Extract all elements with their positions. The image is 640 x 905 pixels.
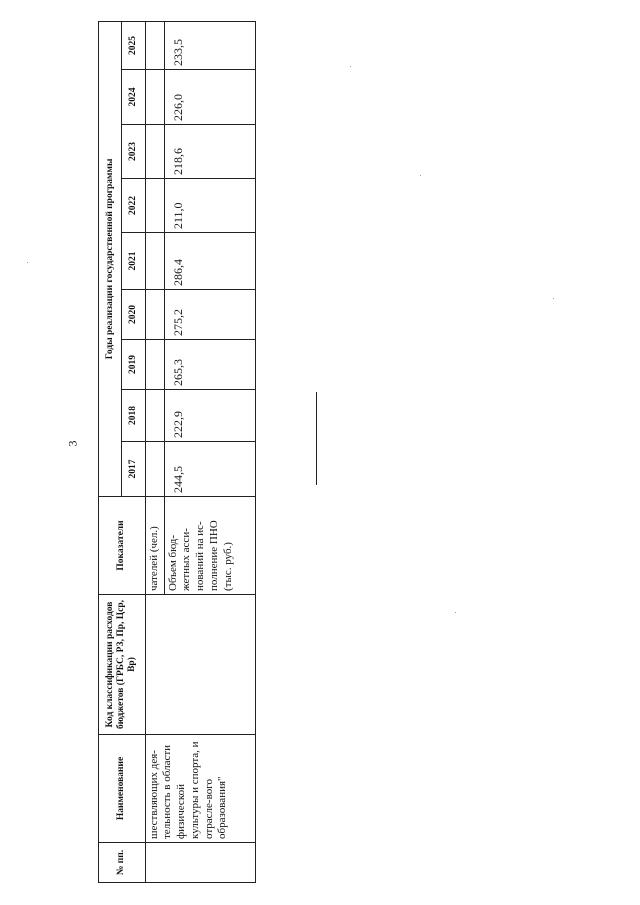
year-header: 2022: [122, 179, 145, 233]
year-header: 2020: [122, 290, 145, 340]
page-number: 3: [65, 440, 80, 447]
scan-speck: [553, 298, 554, 299]
year-header: 2024: [122, 70, 145, 125]
table-row: [145, 21, 164, 882]
header-code: Код классификации расходов бюджетов (ГРБС, РЗ, Пр, Цср, Вр): [99, 595, 146, 735]
cell-indicator-2: Объем бюд-жетных асси-нований на ис-полнение ПНО (тыс. руб.): [164, 497, 255, 595]
cell-value: 222,9: [164, 390, 255, 442]
cell-value: 286,4: [164, 233, 255, 290]
year-header: 2019: [122, 340, 145, 390]
cell-empty: [145, 21, 164, 69]
cell-empty: [145, 125, 164, 179]
header-indicators: Показатели: [99, 497, 146, 595]
cell-value: 244,5: [164, 442, 255, 497]
cell-empty: [145, 179, 164, 233]
year-header: 2021: [122, 233, 145, 290]
cell-empty: [145, 70, 164, 125]
header-row-1: [99, 21, 122, 882]
cell-value: 218,6: [164, 125, 255, 179]
cell-empty: [145, 233, 164, 290]
cell-value: 265,3: [164, 340, 255, 390]
cell-empty: [145, 442, 164, 497]
cell-value: 275,2: [164, 290, 255, 340]
cell-value: 233,5: [164, 21, 255, 69]
cell-num-empty: [145, 843, 255, 883]
signature-line: [316, 392, 317, 485]
cell-empty: [145, 390, 164, 442]
scan-speck: [27, 262, 28, 263]
table-rotation-wrapper: [98, 22, 256, 883]
year-header: 2017: [122, 442, 145, 497]
cell-empty: [145, 340, 164, 390]
cell-empty: [145, 290, 164, 340]
cell-code-empty: [145, 595, 255, 735]
program-table: [98, 21, 256, 883]
year-header: 2018: [122, 390, 145, 442]
cell-value: 211,0: [164, 179, 255, 233]
header-num: № пп.: [99, 843, 146, 883]
header-years-group: Годы реализации государственной программы: [99, 21, 122, 496]
year-header: 2025: [122, 21, 145, 69]
header-name: Наименование: [99, 735, 146, 843]
scan-speck: [420, 175, 421, 176]
rotated-table-container: [98, 22, 256, 883]
cell-indicator-1: чателей (чел.): [145, 497, 164, 595]
scan-speck: [350, 66, 351, 67]
cell-name: шествляющих дея-тельность в области физической культуры и спорта, и отрасле-вого образования": [145, 735, 255, 843]
scan-speck: [455, 612, 456, 613]
cell-value: 226,0: [164, 70, 255, 125]
year-header: 2023: [122, 125, 145, 179]
